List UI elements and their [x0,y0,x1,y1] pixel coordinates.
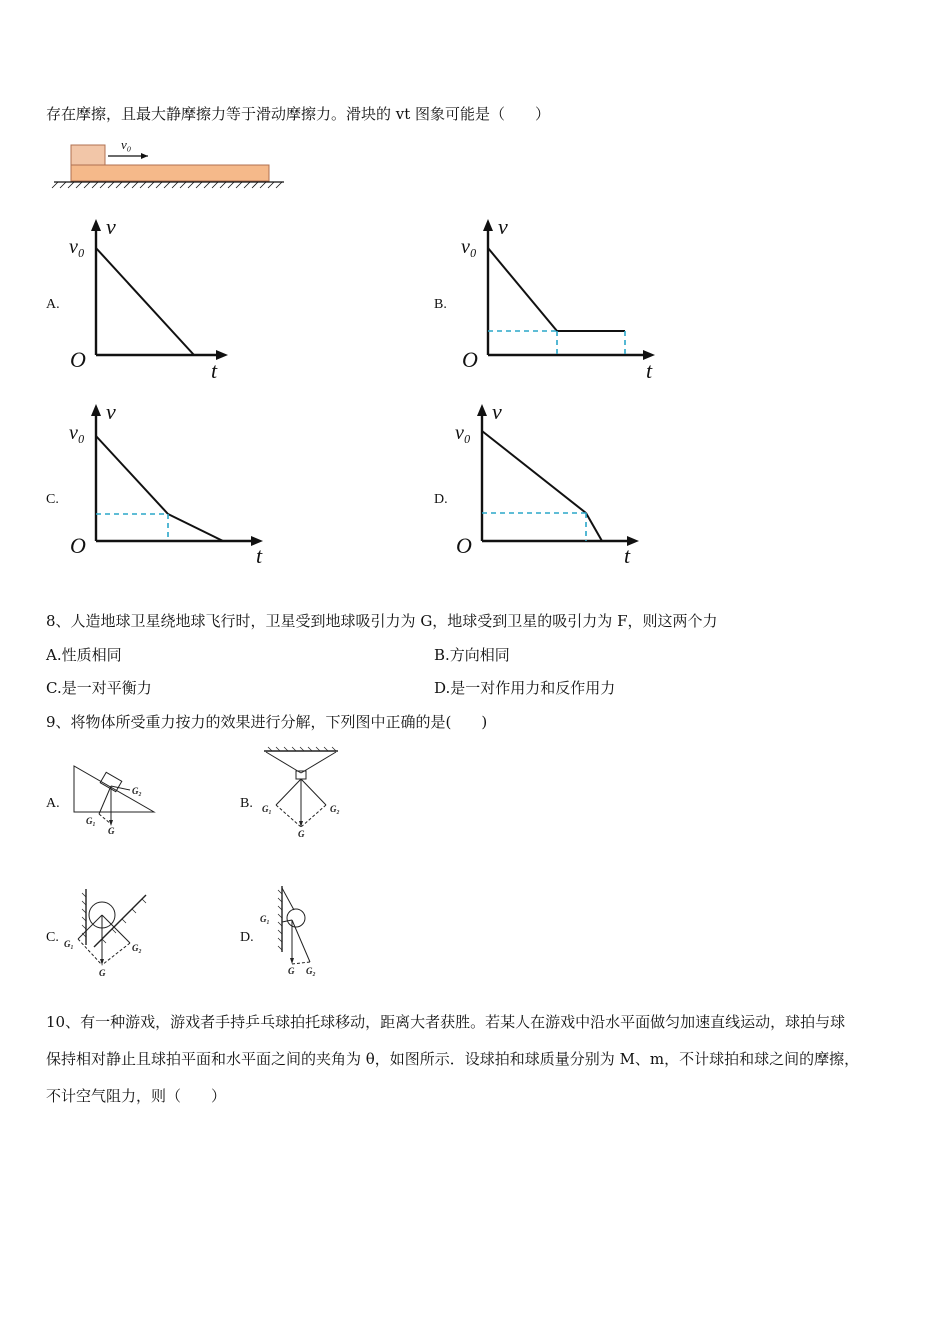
v0-label: v₀ [455,422,471,444]
board [71,165,269,181]
svg-text:G: G [99,968,106,978]
svg-text:G₂: G₂ [306,966,316,976]
q7-stem: 存在摩擦，且最大静摩擦力等于滑动摩擦力。滑块的 vt 图象可能是（ ） [46,105,551,123]
q9-option-b-label: B. [240,796,253,811]
graph-d [452,398,672,568]
svg-text:G: G [298,829,305,839]
svg-text:G₂: G₂ [132,943,142,953]
svg-text:G: G [288,966,295,976]
svg-text:G₂: G₂ [132,786,142,796]
axis-v-label: v [492,399,502,424]
svg-text:G: G [108,826,115,836]
q9-stem: 9、将物体所受重力按力的效果进行分解，下列图中正确的是( ) [46,713,488,731]
svg-text:G₂: G₂ [330,804,340,814]
q9-diagram-d [258,882,338,982]
q9-diagram-b [258,745,358,840]
svg-text:G₁: G₁ [86,816,96,826]
q9-diagram-a [68,762,168,842]
q8-option-b: B.方向相同 [434,646,510,664]
axis-v-label: v [106,214,116,239]
option-b-label: B. [434,297,447,312]
q9-option-a-label: A. [46,796,60,811]
axis-t-label: t [624,543,631,568]
option-d-label: D. [434,492,448,507]
axis-t-label: t [646,358,653,383]
svg-text:G₁: G₁ [262,804,272,814]
graph-c [66,398,286,568]
origin-label: O [462,347,478,372]
q8-option-d: D.是一对作用力和反作用力 [434,679,616,697]
v0-label: v₀ [69,236,85,258]
origin-label: O [70,347,86,372]
q8-option-a: A.性质相同 [46,646,122,664]
slider-block [71,145,105,165]
v0-label: v₀ [461,236,477,258]
origin-label: O [456,533,472,558]
option-c-label: C. [46,492,59,507]
graph-a [66,215,266,385]
option-a-label: A. [46,297,60,312]
svg-text:G₁: G₁ [64,939,74,949]
q8-option-c: C.是一对平衡力 [46,679,152,697]
q9-option-c-label: C. [46,930,59,945]
q8-stem: 8、人造地球卫星绕地球飞行时，卫星受到地球吸引力为 G，地球受到卫星的吸引力为 F，则这两个力 [46,612,718,630]
axis-v-label: v [106,399,116,424]
q9-option-d-label: D. [240,930,254,945]
q9-diagram-c [64,885,164,985]
q10-line-1: 10、有一种游戏，游戏者手持乒乓球拍托球移动，距离大者获胜。若某人在游戏中沿水平面做匀加速直线运动，球拍与球 [46,1013,846,1031]
v0-arrow-label: v₀ [121,137,132,152]
origin-label: O [70,533,86,558]
graph-b [458,215,678,385]
block-board-diagram [50,138,290,188]
q10-line-3: 不计空气阻力，则（ ） [46,1087,227,1105]
v0-label: v₀ [69,422,85,444]
axis-v-label: v [498,214,508,239]
svg-text:G₁: G₁ [260,914,270,924]
axis-t-label: t [256,543,263,568]
q10-line-2: 保持相对静止且球拍平面和水平面之间的夹角为 θ，如图所示．设球拍和球质量分别为 M、m，不计球拍和球之间的摩擦， [46,1050,860,1068]
axis-t-label: t [211,358,218,383]
